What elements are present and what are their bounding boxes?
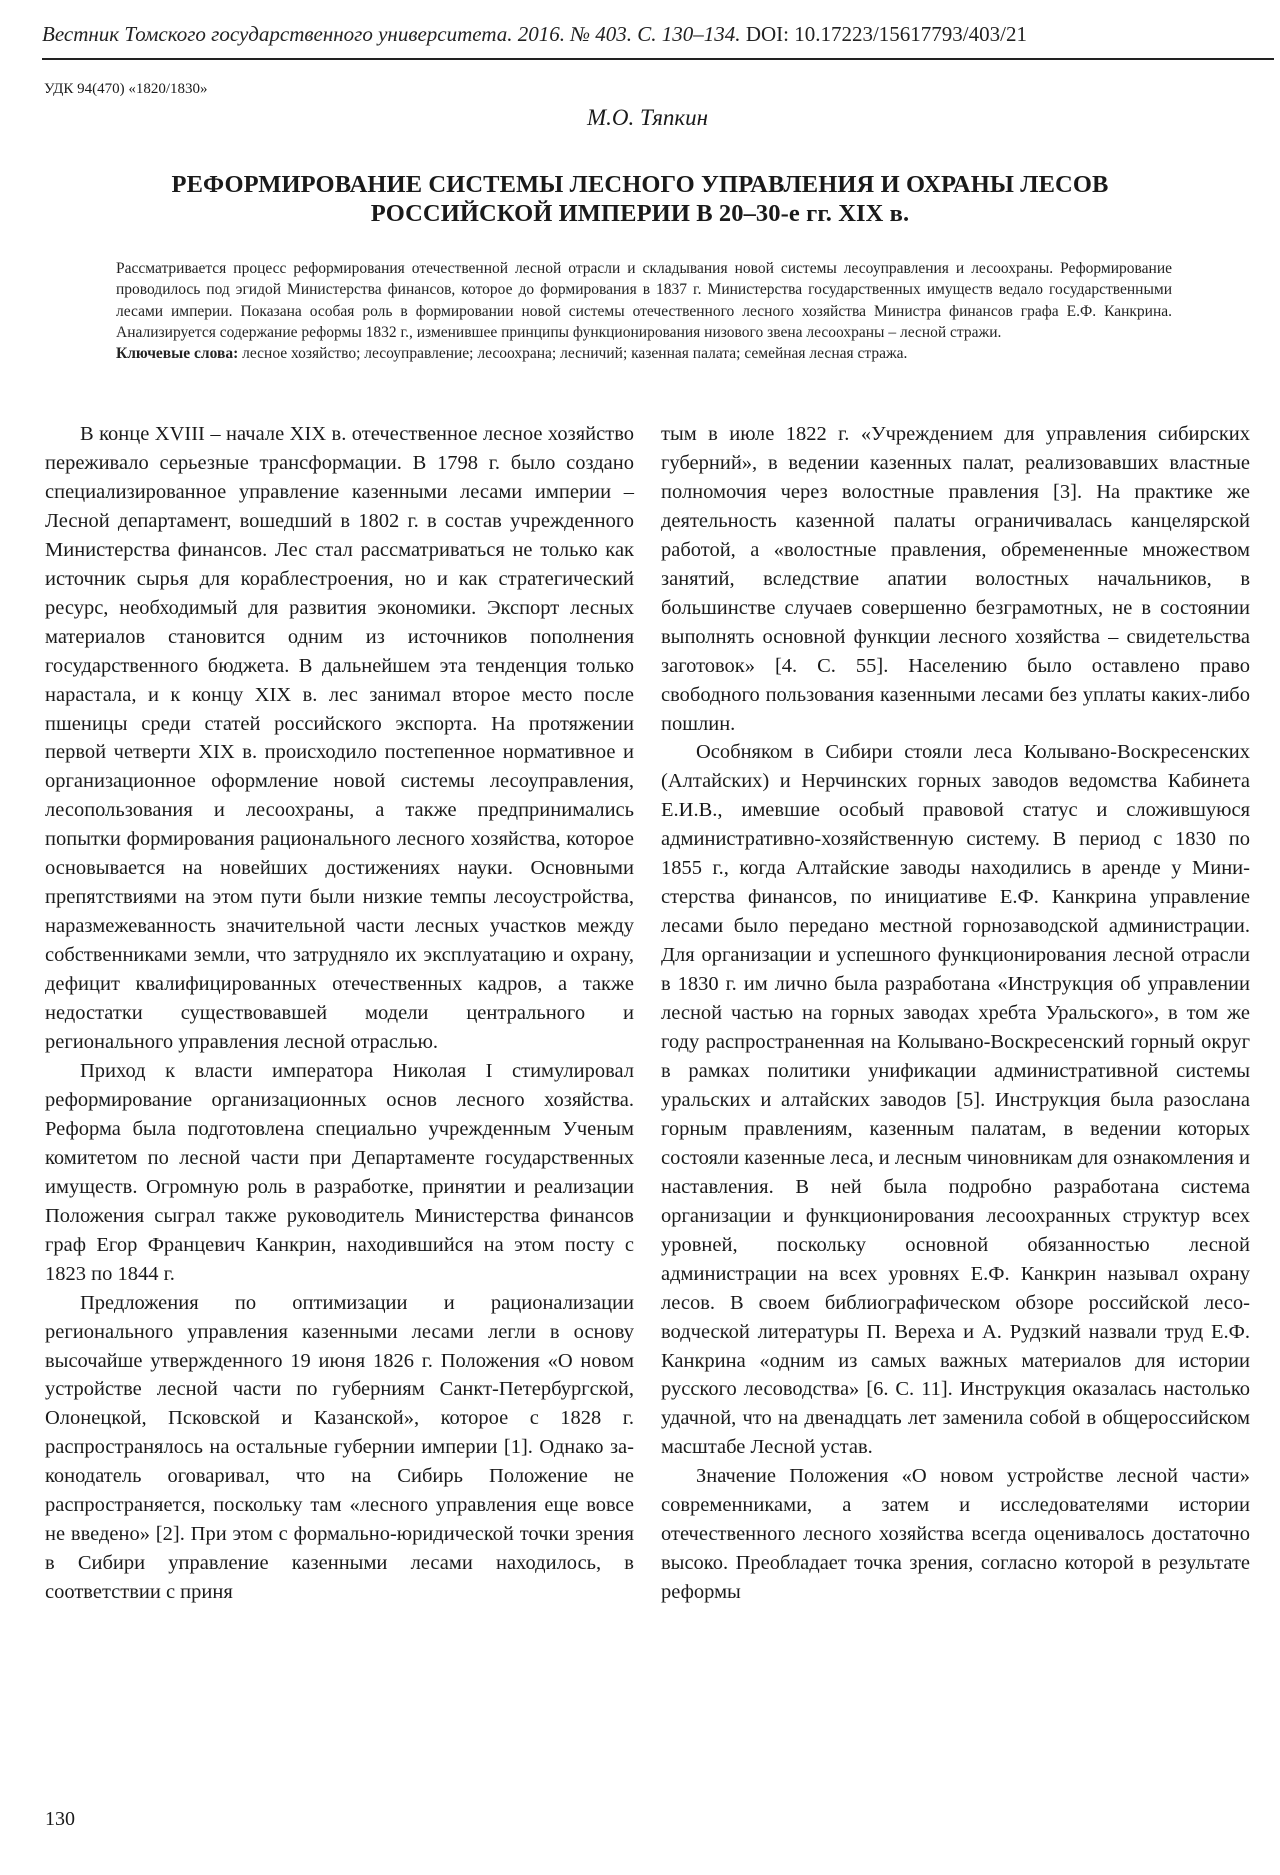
article-title — [100, 170, 1180, 228]
paragraph: Особняком в Сибири стояли леса Колывано-Воскресенских (Алтайских) и Нерчинских горных заводов ведомства Кабинета Е.И.В., имевшие особый правовой статус и сложившуюся административно-хозяйственную систему. В период с 1830 по 1855 г., когда Алтайские заводы находились в аренде у Министерства финансов, по инициативе Е.Ф. Канкрина управление лесами было передано местной горнозаводской администрации. Для организации и успешного функционирования лесной отрасли в 1830 г. им лично была разработана «Инструкция об управлении лесной частью на горных заводах хребта Уральского», в том же году распространенная на Колывано-Воскресенский горный округ в рамках политики унификации административной системы уральских и алтайских заводов [5]. Инструкция была разослана горным правлениям, казенным палатам, в ведении которых состояли казенные леса, и лесным чиновникам для ознакомления и наставления. В ней была подробно разработана система организации и функционирования лесоохранных структур всех уровней, поскольку основной обязанностью лесной администрации на всех уровнях Е.Ф. Канкрин называл охрану лесов. В своем библиографическом обзоре российской лесоводческой литературы П. Вереха и А. Рудзкий назвали труд Е.Ф. Канкрина «одним из самых важных материалов для истории русского лесоводства» [6. С. 11]. Инструкция оказалась настолько удачной, что на двенадцать лет заменила собой в общероссийском масштабе Лесной устав. — [661, 741, 1250, 1459]
paragraph: В конце XVIII – начале XIX в. отечественное лесное хозяйство переживало серьезные трансформации. В 1798 г. было создано специализированное управление казенными лесами империи – Лесной департамент, вошедший в 1802 г. в состав учрежденного Министерства финансов. Лес стал рассматриваться не только как источник сырья для кораблестроения, но и как стратегический ресурс, необходимый для развития экономики. Экспорт лесных материалов становится одним из источников пополнения государственного бюджета. В дальнейшем эта тенденция только нарастала, и к концу XIX в. лес занимал второе место после пшеницы среди статей российского экспорта. На протяжении первой четверти XIX в. происходило постепенное нормативное и организационное оформление новой системы лесоуправления, лесопользования и лесоохраны, а также предпринимались попытки формирования рационального лесного хозяйства, которое основывается на новейших достижениях науки. Основными препятствиями на этом пути были низкие темпы лесоустройства, наразмежеванность значительной части лесных участков между собственниками земли, что затрудняло их эксплуатацию и охрану, дефицит квалифицированных отечественных кадров, а также недостатки существовавшей модели центрального и регионального управления лесной отраслью. — [45, 423, 634, 1054]
journal-citation: Вестник Томского государственного университета. 2016. № 403. С. 130–134. — [42, 22, 741, 46]
paragraph: Значение Положения «О новом устройстве лесной части» современниками, а затем и исследователями истории отечественного лесного хозяйства всегда оценивалось достаточно высоко. Преобладает точка зрения, согласно которой в результате реформы — [661, 1465, 1250, 1604]
page-number: 130 — [45, 1808, 75, 1830]
body-column-right — [661, 420, 1250, 1607]
paragraph: тым в июле 1822 г. «Учреждением для управления сибирских губерний», в ведении казенных палат, реализовавших властные полномочия через волостные правления [3]. На практике же деятельность казенной палаты ограничивалась канцелярской работой, а «волостные правления, обремененные множеством занятий, вследствие апатии волостных начальников, в большинстве случаев совершенно безграмотных, не в состоянии выполнять основной функции лесного хозяйства – свидетельства заготовок» [4. С. 55]. Населению было оставлено право свободного пользования казенными лесами без уплаты каких-либо пошлин. — [661, 423, 1250, 735]
author-name: М.О. Тяпкин — [586, 105, 709, 130]
header-rule — [42, 58, 1274, 60]
body-column-left — [45, 420, 634, 1607]
keywords-label: Ключевые слова: — [116, 345, 239, 363]
keywords-list: лесное хозяйство; лесоуправление; лесоохрана; лесничий; казенная палата; семейная лесная стража. — [242, 345, 908, 363]
doi-link[interactable]: DOI: 10.17223/15617793/403/21 — [745, 22, 1027, 46]
journal-header — [42, 22, 1272, 47]
udk-code: УДК 94(470) «1820/1830» — [44, 81, 208, 97]
abstract — [116, 258, 1172, 364]
title-line-2: РОССИЙСКОЙ ИМПЕРИИ В 20–30-е гг. XIX в. — [370, 200, 910, 227]
paragraph: Приход к власти императора Николая I стимулировал реформирование организационных основ лесного хозяйства. Реформа была подготовлена специально учрежденным Ученым комитетом по лесной части при Департаменте государственных имуществ. Огромную роль в разработке, принятии и реализации Положения сыграл также руководитель Министерства финансов граф Егор Францевич Канкрин, находившийся на этом посту с 1823 по 1844 г. — [45, 1059, 634, 1285]
paragraph: Предложения по оптимизации и рационализации регионального управления казенными лесами легли в основу высочайше утвержденного 19 июня 1826 г. Положения «О новом устройстве лесной части по губерниям Санкт-Петербургской, Олонецкой, Псковской и Казанской», которое с 1828 г. распространялось на остальные губернии империи [1]. Однако законодатель оговаривал, что на Сибирь Положение не распространяется, поскольку там «лесного управления еще вовсе не введено» [2]. При этом с формально-юридической точки зрения в Сибири управление казенными лесами находилось, в соответствии с приня — [45, 1291, 634, 1604]
abstract-text: Рассматривается процесс реформирования отечественной лесной отрасли и складывания новой системы лесоуправления и лесоохраны. Реформирование проводилось под эгидой Министерства финансов, которое до формирования в 1837 г. Министерства государственных имуществ ведало государственными лесами империи. Показана особая роль в формировании новой системы отечественного лесного хозяйства Министра финансов графа Е.Ф. Канкрина. Анализируется содержание реформы 1832 г., изменившее принципы функционирования низового звена лесоохраны – лесной стражи. — [116, 260, 1172, 341]
keywords — [116, 343, 1172, 364]
title-line-1: РЕФОРМИРОВАНИЕ СИСТЕМЫ ЛЕСНОГО УПРАВЛЕНИЯ И ОХРАНЫ ЛЕСОВ — [171, 171, 1109, 198]
